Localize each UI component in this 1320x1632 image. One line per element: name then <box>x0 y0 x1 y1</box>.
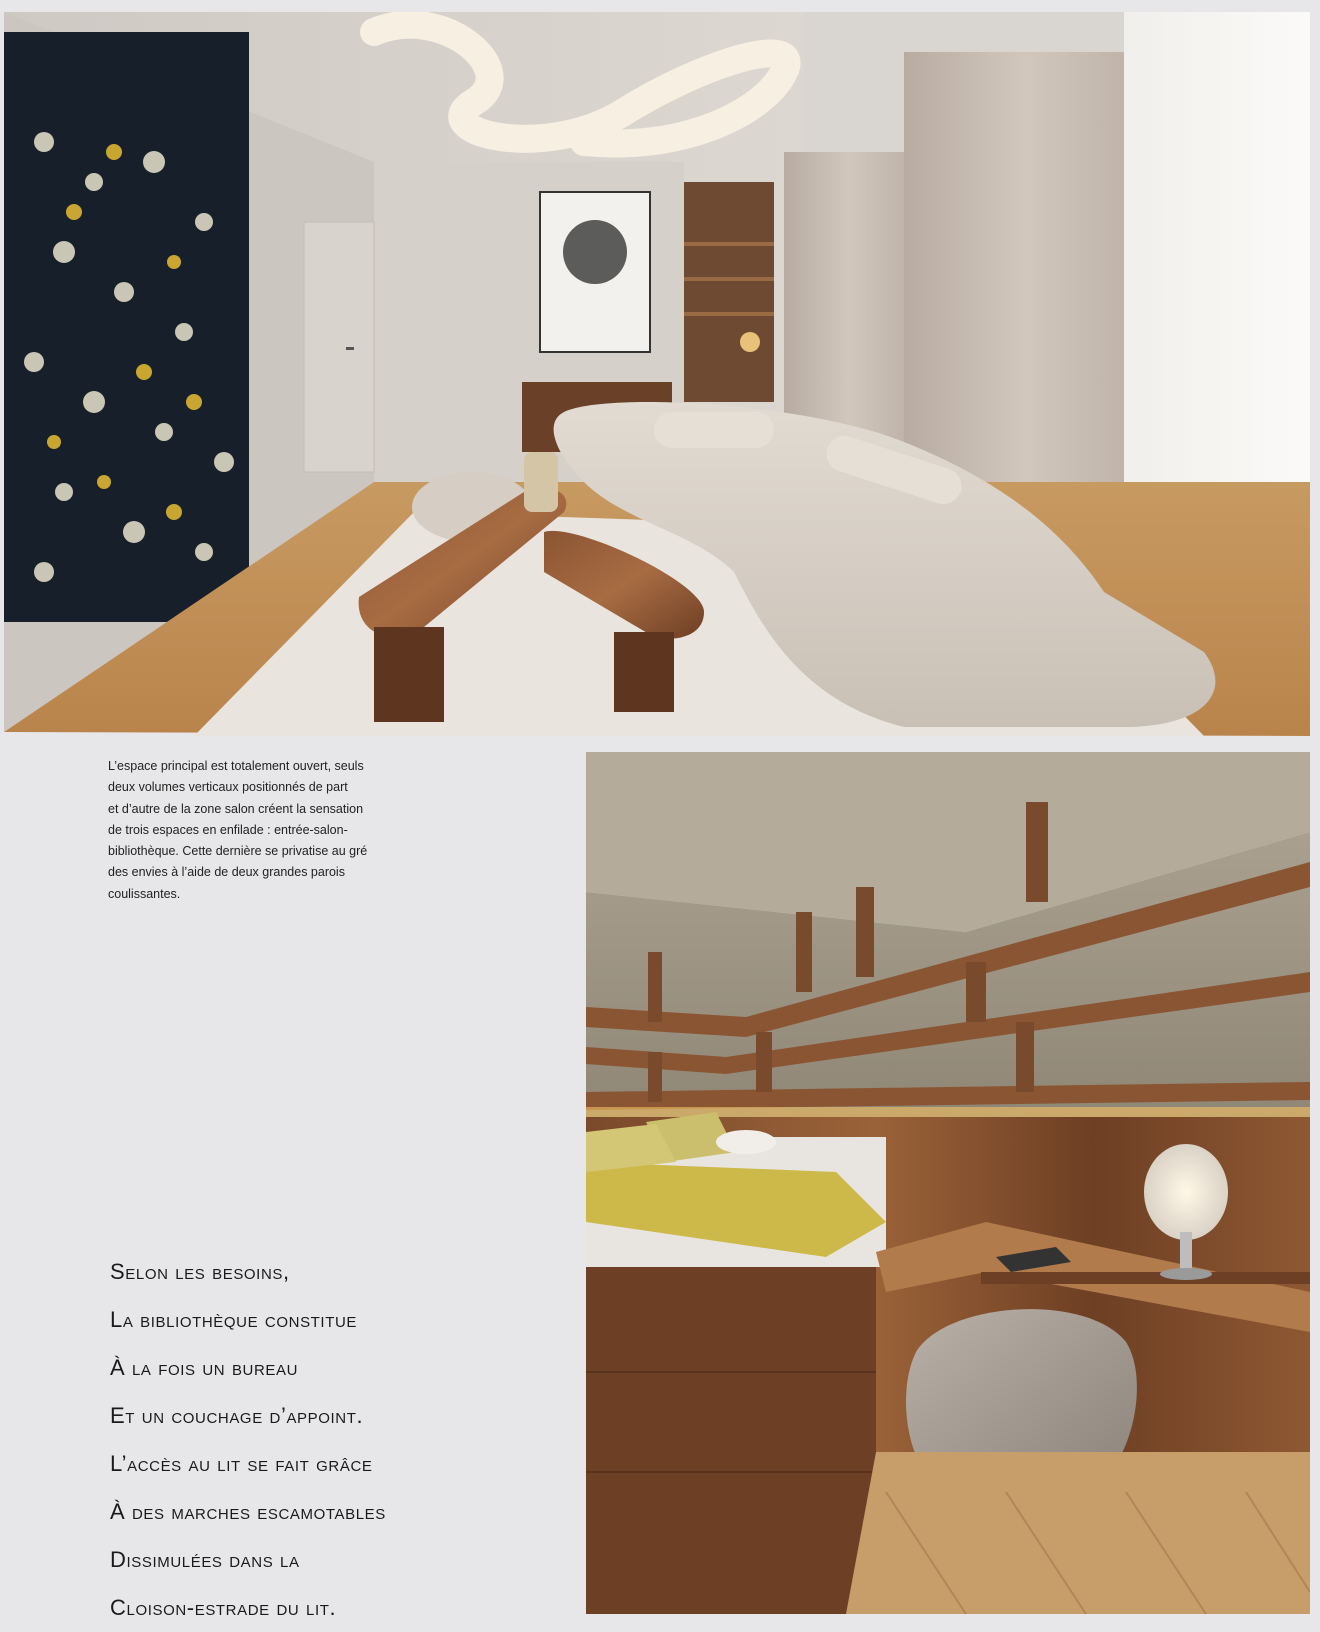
pull-quote <box>110 1248 570 1632</box>
caption-line: L’espace principal est totalement ouvert, seuls <box>108 759 364 773</box>
pull-quote-line: Et un couchage d’appoint. <box>110 1403 364 1428</box>
pull-quote-line: Dissimulées dans la <box>110 1547 300 1572</box>
pull-quote-line: La bibliothèque constitue <box>110 1307 357 1332</box>
library-photo <box>586 752 1310 1614</box>
pull-quote-line: Selon les besoins, <box>110 1259 290 1284</box>
caption-line: de trois espaces en enfilade : entrée-salon- <box>108 822 348 837</box>
caption-line: bibliothèque. Cette dernière se privatise au gré <box>108 844 368 859</box>
caption-line: des envies à l’aide de deux grandes parois <box>108 865 345 880</box>
pull-quote-line: À des marches escamotables <box>110 1499 386 1524</box>
pull-quote-line: L’accès au lit se fait grâce <box>110 1451 373 1476</box>
pull-quote-line: À la fois un bureau <box>110 1355 299 1380</box>
photo-caption <box>108 756 408 905</box>
caption-line: coulissantes. <box>108 886 181 901</box>
caption-line: deux volumes verticaux positionnés de part <box>108 780 348 795</box>
caption-line: et d’autre de la zone salon créent la sensation <box>108 801 364 816</box>
pull-quote-line: Cloison-estrade du lit. <box>110 1595 337 1620</box>
living-room-photo <box>4 12 1310 736</box>
